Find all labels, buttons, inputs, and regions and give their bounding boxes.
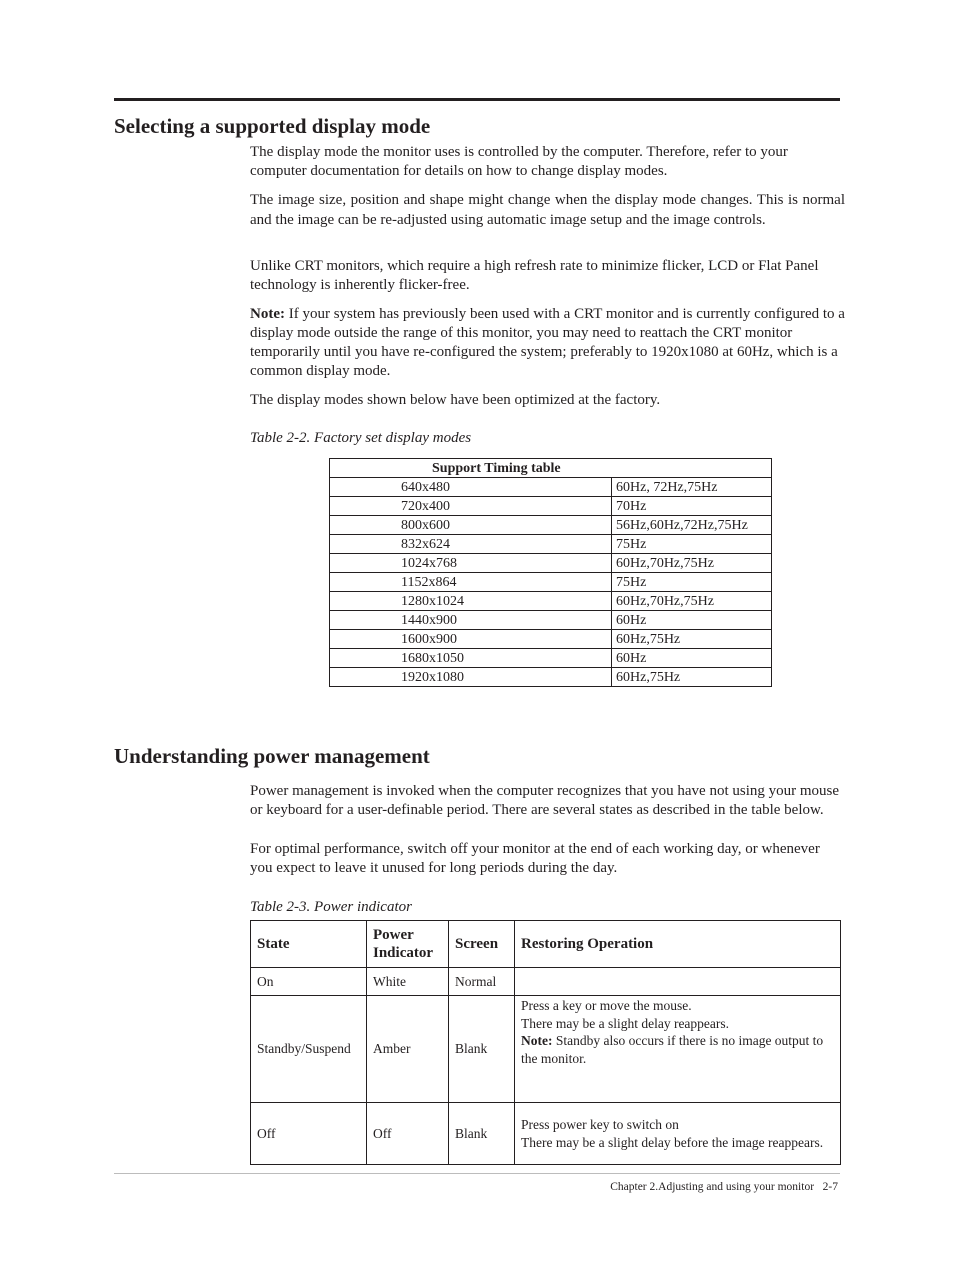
resolution-cell: 800x600	[330, 516, 612, 535]
indicator-cell: Off	[367, 1103, 449, 1165]
table-caption-power-indicator: Table 2-3. Power indicator	[250, 899, 412, 915]
table-row	[330, 554, 772, 573]
table-row	[330, 535, 772, 554]
resolution-cell: 1600x900	[330, 630, 612, 649]
refresh-rate-cell: 60Hz	[612, 649, 772, 668]
timing-table-header: Support Timing table	[330, 459, 772, 478]
footer-rule	[114, 1173, 840, 1174]
resolution-cell: 832x624	[330, 535, 612, 554]
power-table-header-row	[251, 921, 841, 968]
table-row	[330, 478, 772, 497]
restore-cell	[515, 996, 841, 1103]
table-caption-display-modes: Table 2-2. Factory set display modes	[250, 430, 472, 446]
refresh-rate-cell: 75Hz	[612, 573, 772, 592]
refresh-rate-cell: 60Hz, 72Hz,75Hz	[612, 478, 772, 497]
state-cell: Off	[251, 1103, 367, 1165]
page-number: 2-7	[822, 1181, 838, 1193]
section-title-display-mode: Selecting a supported display mode	[114, 114, 431, 138]
header-power-indicator: Power Indicator	[367, 921, 449, 968]
paragraph-flicker: Unlike CRT monitors, which require a high refresh rate to minimize flicker, LCD or Flat Panel technology is inherently flicker-free.	[250, 258, 819, 293]
indicator-cell: White	[367, 968, 449, 996]
restore-line: Press power key to switch on	[521, 1117, 679, 1132]
refresh-rate-cell: 75Hz	[612, 535, 772, 554]
table-row	[330, 516, 772, 535]
refresh-rate-cell: 60Hz	[612, 611, 772, 630]
section-title-power-management: Understanding power management	[114, 744, 430, 768]
footer-chapter: Chapter 2.Adjusting and using your monitor	[610, 1181, 815, 1193]
refresh-rate-cell: 56Hz,60Hz,72Hz,75Hz	[612, 516, 772, 535]
resolution-cell: 1440x900	[330, 611, 612, 630]
state-cell: Standby/Suspend	[251, 996, 367, 1103]
paragraph-optimized: The display modes shown below have been optimized at the factory.	[250, 392, 661, 408]
table-row	[330, 668, 772, 687]
resolution-cell: 720x400	[330, 497, 612, 516]
paragraph-image-size: The image size, position and shape might change when the display mode changes. This is normal and the image can be re-adjusted using automatic image setup and the image controls.	[250, 192, 845, 228]
resolution-cell: 640x480	[330, 478, 612, 497]
restore-cell	[515, 1103, 841, 1165]
restore-note	[521, 1032, 834, 1067]
restore-line: Press a key or move the mouse.	[521, 998, 692, 1013]
screen-cell: Blank	[449, 1103, 515, 1165]
note-label: Note:	[521, 1033, 553, 1048]
table-row	[251, 996, 841, 1103]
note-text: If your system has previously been used with a CRT monitor and is currently configured to a display mode outside the range of this monitor, you may need to reattach the CRT monitor temporarily until you have re-configured the system; preferably to 1920x1080 at 60Hz, which is a common display mode.	[250, 306, 845, 379]
resolution-cell: 1280x1024	[330, 592, 612, 611]
refresh-rate-cell: 60Hz,70Hz,75Hz	[612, 554, 772, 573]
power-table	[250, 920, 841, 1165]
table-row	[330, 592, 772, 611]
refresh-rate-cell: 70Hz	[612, 497, 772, 516]
table-row	[251, 968, 841, 996]
header-restoring-operation: Restoring Operation	[515, 921, 841, 968]
resolution-cell: 1920x1080	[330, 668, 612, 687]
paragraph-power-intro: Power management is invoked when the computer recognizes that you have not using your mouse or keyboard for a user-definable period. There are several states as described in the table below.	[250, 783, 840, 818]
table-row	[330, 497, 772, 516]
table-row	[330, 611, 772, 630]
restore-line: There may be a slight delay reappears.	[521, 1015, 730, 1031]
header-screen: Screen	[449, 921, 515, 968]
paragraph-note	[250, 305, 845, 381]
timing-table-header-row	[330, 459, 772, 478]
resolution-cell: 1152x864	[330, 573, 612, 592]
note-text: Standby also occurs if there is no image output to the monitor.	[521, 1033, 824, 1066]
table-row	[330, 649, 772, 668]
screen-cell: Blank	[449, 996, 515, 1103]
screen-cell: Normal	[449, 968, 515, 996]
table-row	[330, 573, 772, 592]
table-row	[251, 1103, 841, 1165]
page-footer	[610, 1181, 838, 1193]
state-cell: On	[251, 968, 367, 996]
paragraph-power-tip: For optimal performance, switch off your monitor at the end of each working day, or whenever you expect to leave it unused for long periods during the day.	[250, 841, 820, 876]
resolution-cell: 1024x768	[330, 554, 612, 573]
indicator-cell: Amber	[367, 996, 449, 1103]
restore-cell	[515, 968, 841, 996]
header-state: State	[251, 921, 367, 968]
refresh-rate-cell: 60Hz,75Hz	[612, 668, 772, 687]
resolution-cell: 1680x1050	[330, 649, 612, 668]
refresh-rate-cell: 60Hz,75Hz	[612, 630, 772, 649]
restore-line: There may be a slight delay before the image reappears.	[521, 1134, 824, 1150]
top-rule	[114, 98, 840, 101]
table-row	[330, 630, 772, 649]
paragraph-display-mode-intro: The display mode the monitor uses is controlled by the computer. Therefore, refer to your computer documentation for details on how to change display modes.	[250, 144, 788, 179]
refresh-rate-cell: 60Hz,70Hz,75Hz	[612, 592, 772, 611]
note-label: Note:	[250, 306, 285, 322]
timing-table	[329, 458, 772, 687]
